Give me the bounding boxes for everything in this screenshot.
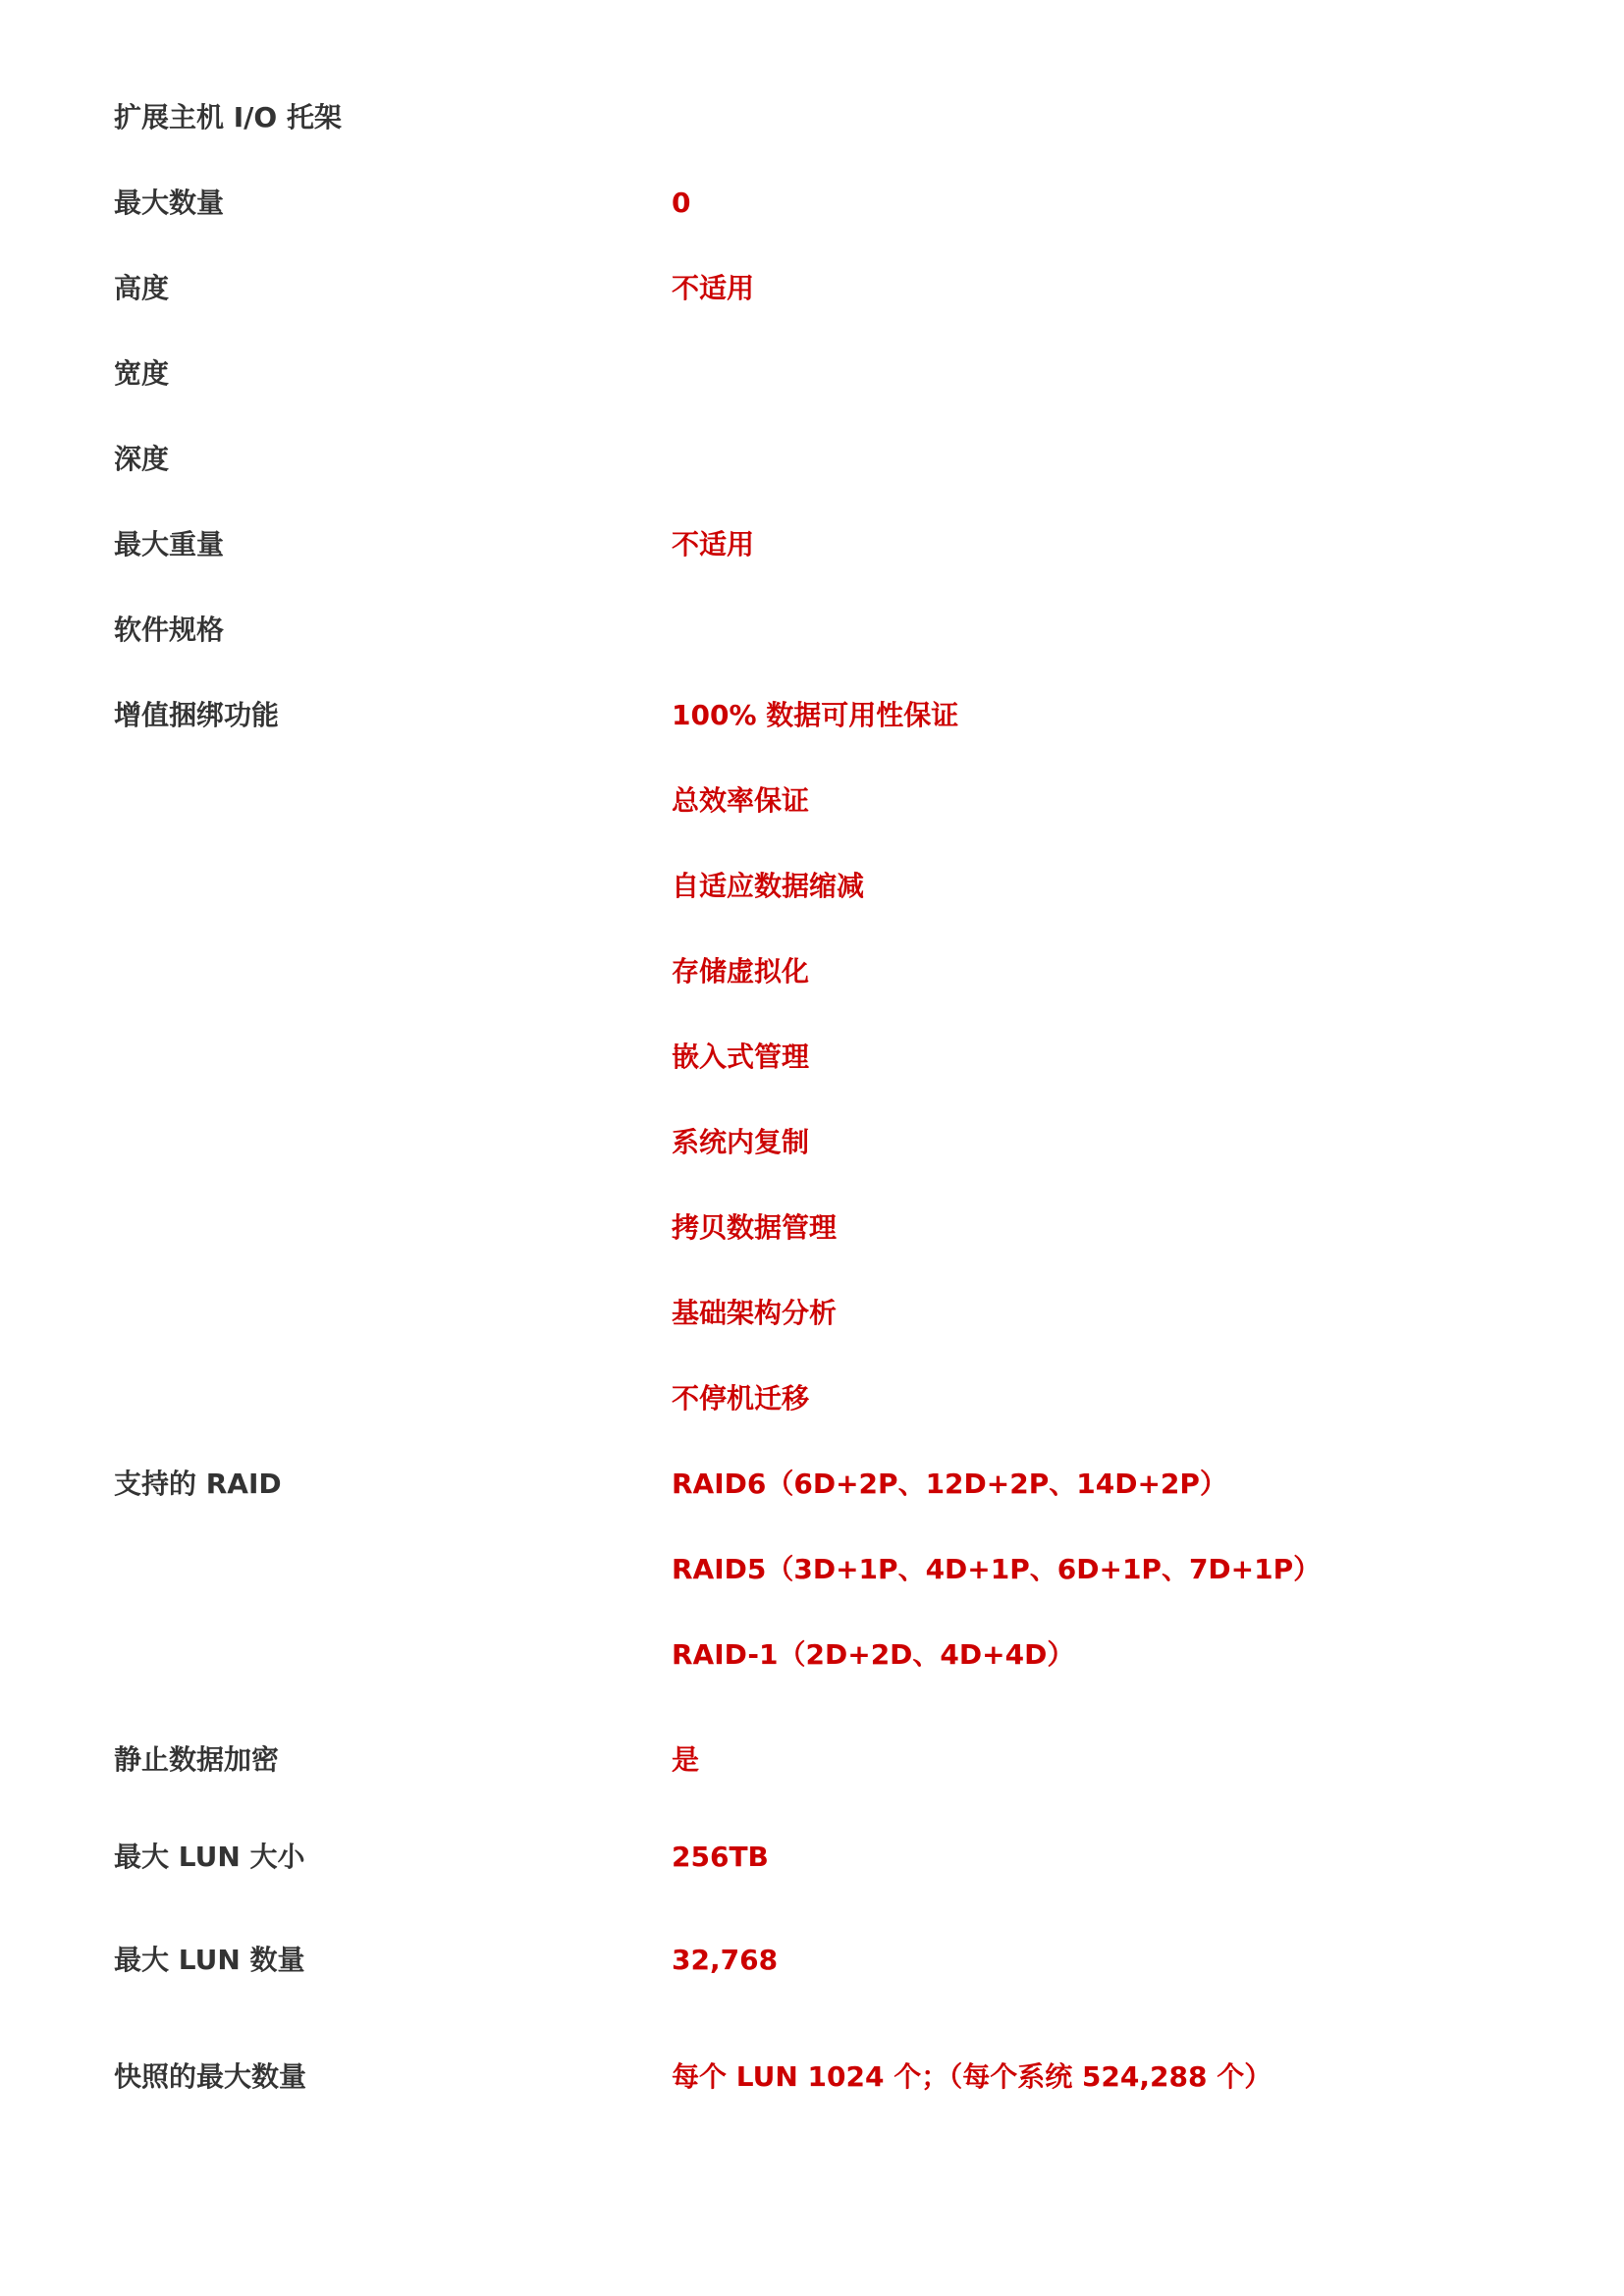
spec-row-bundle (0, 867, 1624, 906)
spec-row-bundle (0, 1208, 1624, 1248)
spec-row-raid (0, 1465, 1624, 1504)
spec-row-bundle (0, 1038, 1624, 1077)
spec-label: 最大 LUN 数量 (114, 1944, 305, 1976)
raid-item: RAID-1（2D+2D、4D+4D） (672, 1638, 1075, 1671)
spec-value: 不适用 (672, 272, 755, 304)
spec-row-raid (0, 1635, 1624, 1675)
spec-row-max-lun-size (0, 1838, 1624, 1877)
section-heading-row (0, 611, 1624, 650)
spec-value: 256TB (672, 1841, 769, 1873)
bundle-item: 100% 数据可用性保证 (672, 699, 959, 731)
bundle-item: 系统内复制 (672, 1126, 810, 1158)
spec-row-bundle (0, 952, 1624, 991)
spec-label: 静止数据加密 (114, 1743, 280, 1776)
spec-row-height (0, 269, 1624, 308)
spec-row-depth (0, 440, 1624, 479)
section-heading: 软件规格 (114, 614, 225, 646)
spec-value: 32,768 (672, 1944, 779, 1976)
spec-row-max-weight (0, 525, 1624, 564)
raid-item: RAID6（6D+2P、12D+2P、14D+2P） (672, 1468, 1227, 1500)
section-heading-row (0, 98, 1624, 137)
bundle-item: 存储虚拟化 (672, 955, 810, 988)
spec-row-bundle (0, 1123, 1624, 1162)
bundle-item: 自适应数据缩减 (672, 870, 865, 902)
spec-row-max-snapshots (0, 2057, 1624, 2097)
spec-label: 快照的最大数量 (114, 2060, 307, 2093)
spec-label: 最大数量 (114, 187, 225, 219)
spec-label: 增值捆绑功能 (114, 699, 280, 731)
bundle-item: 嵌入式管理 (672, 1041, 810, 1073)
spec-label: 最大重量 (114, 528, 225, 561)
spec-row-bundle (0, 1379, 1624, 1418)
spec-value: 不适用 (672, 528, 755, 561)
spec-label: 深度 (114, 443, 170, 475)
spec-value: 每个 LUN 1024 个；（每个系统 524,288 个） (672, 2060, 1272, 2093)
spec-row-encryption (0, 1740, 1624, 1780)
bundle-item: 不停机迁移 (672, 1382, 810, 1415)
spec-label: 最大 LUN 大小 (114, 1841, 305, 1873)
spec-label: 支持的 RAID (114, 1468, 282, 1500)
bundle-item: 拷贝数据管理 (672, 1211, 838, 1244)
spec-row-raid (0, 1550, 1624, 1589)
spec-row-max-count (0, 184, 1624, 223)
spec-value: 是 (672, 1743, 700, 1776)
spec-label: 高度 (114, 272, 170, 304)
spec-row-width (0, 354, 1624, 394)
spec-row-bundle (0, 781, 1624, 821)
spec-row-max-lun-count (0, 1941, 1624, 1980)
spec-row-bundle (0, 1294, 1624, 1333)
spec-value: 0 (672, 187, 691, 219)
spec-row-bundle (0, 696, 1624, 735)
section-heading: 扩展主机 I/O 托架 (114, 101, 342, 133)
spec-label: 宽度 (114, 357, 170, 390)
raid-item: RAID5（3D+1P、4D+1P、6D+1P、7D+1P） (672, 1553, 1322, 1585)
bundle-item: 总效率保证 (672, 784, 810, 817)
bundle-item: 基础架构分析 (672, 1297, 838, 1329)
